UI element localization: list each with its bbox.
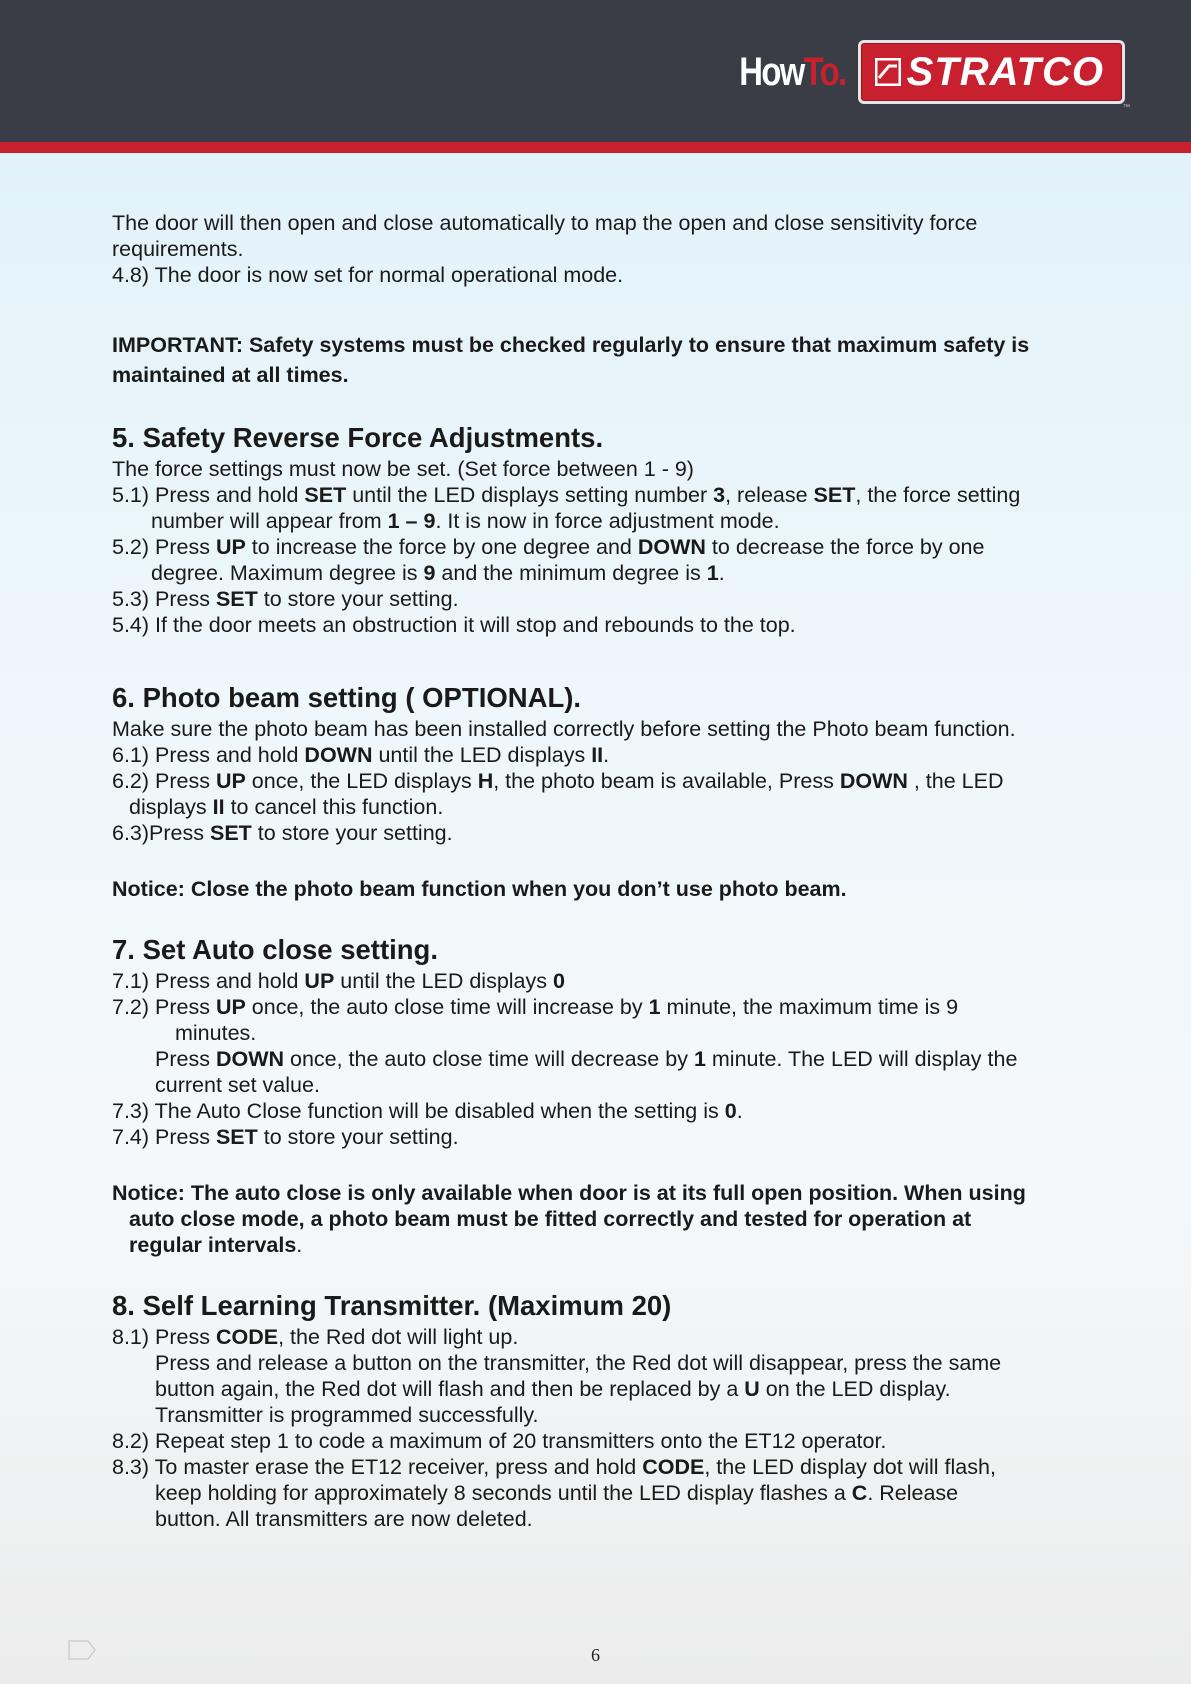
trademark: ™ bbox=[1123, 104, 1130, 111]
step-4-8: 4.8) The door is now set for normal operational mode. bbox=[112, 263, 624, 287]
step-7-1: 7.1) Press and hold UP until the LED displays 0 bbox=[112, 969, 565, 993]
section-7-heading: 7. Set Auto close setting. bbox=[112, 934, 438, 965]
header-stripe bbox=[0, 142, 1191, 153]
step-8-3: 8.3) To master erase the ET12 receiver, press and hold CODE, the LED display dot will flash, bbox=[112, 1455, 996, 1479]
step-8-3-cont: button. All transmitters are now deleted. bbox=[155, 1507, 533, 1531]
section-6-intro: Make sure the photo beam has been installed correctly before setting the Photo beam function. bbox=[112, 717, 1016, 741]
step-7-2-cont: minutes. bbox=[175, 1021, 257, 1045]
step-8-2: 8.2) Repeat step 1 to code a maximum of 20 transmitters onto the ET12 operator. bbox=[112, 1429, 887, 1453]
section-6-heading: 6. Photo beam setting ( OPTIONAL). bbox=[112, 682, 582, 713]
step-8-1-cont: Press and release a button on the transmitter, the Red dot will disappear, press the same bbox=[155, 1351, 1002, 1375]
step-6-2-cont: displays II to cancel this function. bbox=[129, 795, 444, 819]
document-body bbox=[112, 210, 1102, 1532]
step-5-4: 5.4) If the door meets an obstruction it will stop and rebounds to the top. bbox=[112, 613, 796, 637]
step-7-2: 7.2) Press UP once, the auto close time will increase by 1 minute, the maximum time is 9 bbox=[112, 995, 959, 1019]
section-8-heading: 8. Self Learning Transmitter. (Maximum 20) bbox=[112, 1290, 672, 1321]
photo-beam-notice: Notice: Close the photo beam function when you don’t use photo beam. bbox=[112, 877, 847, 901]
step-5-2: 5.2) Press UP to increase the force by one degree and DOWN to decrease the force by one bbox=[112, 535, 985, 559]
step-7-4: 7.4) Press SET to store your setting. bbox=[112, 1125, 459, 1149]
section-5-intro: The force settings must now be set. (Set force between 1 - 9) bbox=[112, 457, 694, 481]
howto-how: How bbox=[739, 49, 804, 94]
stratco-logo bbox=[858, 40, 1130, 111]
auto-close-notice: regular intervals. bbox=[129, 1233, 303, 1257]
logo bbox=[716, 40, 1130, 111]
important-notice: maintained at all times. bbox=[112, 363, 349, 387]
intro-line: The door will then open and close automatically to map the open and close sensitivity force bbox=[112, 211, 978, 235]
step-5-2-cont: degree. Maximum degree is 9 and the minimum degree is 1. bbox=[151, 561, 725, 585]
step-5-1-cont: number will appear from 1 – 9. It is now in force adjustment mode. bbox=[151, 509, 780, 533]
step-8-1-cont: button again, the Red dot will flash and then be replaced by a U on the LED display. bbox=[155, 1377, 951, 1401]
auto-close-notice: auto close mode, a photo beam must be fitted correctly and tested for operation at bbox=[129, 1207, 972, 1231]
auto-close-notice: Notice: The auto close is only available when door is at its full open position. When using bbox=[112, 1181, 1026, 1205]
howto-to: To. bbox=[803, 49, 846, 94]
stratco-mark-icon bbox=[875, 58, 901, 86]
step-6-1: 6.1) Press and hold DOWN until the LED displays II. bbox=[112, 743, 610, 767]
intro-line: requirements. bbox=[112, 237, 244, 261]
step-5-3: 5.3) Press SET to store your setting. bbox=[112, 587, 459, 611]
brand-name: STRATCO bbox=[906, 49, 1104, 94]
page-number: 6 bbox=[591, 1645, 600, 1665]
step-7-2-down: Press DOWN once, the auto close time will decrease by 1 minute. The LED will display the bbox=[155, 1047, 1018, 1071]
howto-logo bbox=[739, 50, 845, 95]
step-6-3: 6.3)Press SET to store your setting. bbox=[112, 821, 453, 845]
step-6-2: 6.2) Press UP once, the LED displays H, the photo beam is available, Press DOWN , the LED bbox=[112, 769, 1004, 793]
step-7-2-down-cont: current set value. bbox=[155, 1073, 320, 1097]
important-notice: IMPORTANT: Safety systems must be checked regularly to ensure that maximum safety is bbox=[112, 333, 1030, 357]
step-8-3-cont: keep holding for approximately 8 seconds until the LED display flashes a C. Release bbox=[155, 1481, 959, 1505]
step-8-1: 8.1) Press CODE, the Red dot will light up. bbox=[112, 1325, 519, 1349]
page-header bbox=[0, 0, 1191, 142]
step-8-1-cont: Transmitter is programmed successfully. bbox=[155, 1403, 539, 1427]
step-7-3: 7.3) The Auto Close function will be disabled when the setting is 0. bbox=[112, 1099, 743, 1123]
step-5-1: 5.1) Press and hold SET until the LED displays setting number 3, release SET, the force setting bbox=[112, 483, 1021, 507]
section-5-heading: 5. Safety Reverse Force Adjustments. bbox=[112, 422, 604, 453]
